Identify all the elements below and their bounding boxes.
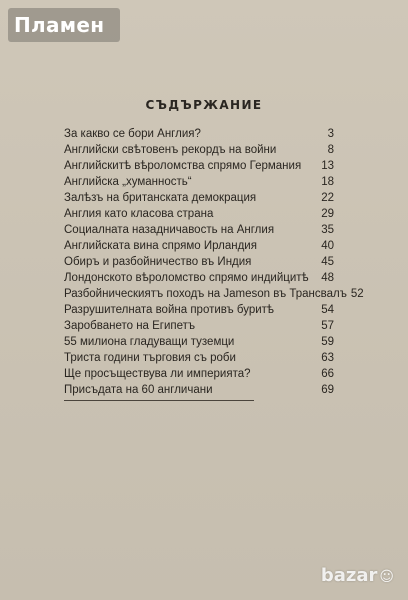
toc-entry bbox=[64, 318, 334, 334]
site-logo bbox=[321, 565, 394, 586]
page-title: СЪДЪРЖАНИЕ bbox=[145, 98, 263, 112]
toc-entry-title: Заробването на Египетъ bbox=[64, 320, 196, 332]
watermark-badge bbox=[8, 8, 120, 42]
toc-entry-page: 13 bbox=[321, 160, 334, 172]
toc-entry-page: 57 bbox=[321, 320, 334, 332]
closing-rule bbox=[64, 400, 254, 401]
toc-entry bbox=[64, 302, 334, 318]
toc-entry bbox=[64, 158, 334, 174]
toc-entry-title: Разбойническиятъ походъ на Jameson въ Трансвалъ bbox=[64, 288, 347, 300]
toc-entry-title: Англия като класова страна bbox=[64, 208, 214, 220]
toc-entry-title: Триста години търговия съ роби bbox=[64, 352, 236, 364]
toc-entry-title: Английски свѣтовенъ рекордъ на войни bbox=[64, 144, 277, 156]
toc-entry bbox=[64, 206, 334, 222]
toc-entry-page: 35 bbox=[321, 224, 334, 236]
toc-entry bbox=[64, 334, 334, 350]
toc-entry-title: Лондонското вѣроломство спрямо индийцитѣ bbox=[64, 272, 309, 284]
person-figure-icon: ☺ bbox=[379, 569, 394, 585]
toc-entry-page: 69 bbox=[321, 384, 334, 396]
toc-entry-page: 8 bbox=[327, 144, 334, 156]
toc-entry bbox=[64, 126, 334, 142]
toc-entry bbox=[64, 350, 334, 366]
toc-entry-title: Ще просъществува ли империята? bbox=[64, 368, 251, 380]
toc-entry-page: 45 bbox=[321, 256, 334, 268]
toc-entry-page: 18 bbox=[321, 176, 334, 188]
toc-entry-page: 54 bbox=[321, 304, 334, 316]
toc-entry-title: За какво се бори Англия? bbox=[64, 128, 201, 140]
toc-entry-page: 48 bbox=[321, 272, 334, 284]
toc-entry-title: Присъдата на 60 англичани bbox=[64, 384, 213, 396]
toc-entry bbox=[64, 142, 334, 158]
toc-entry-title: Английска „хуманность“ bbox=[64, 176, 192, 188]
watermark-text: Пламен bbox=[14, 13, 105, 37]
toc-entry bbox=[64, 382, 334, 398]
toc-entry-title: Социалната назадничавость на Англия bbox=[64, 224, 275, 236]
toc-entry-page: 40 bbox=[321, 240, 334, 252]
toc-entry-title: Английскитѣ вѣроломства спрямо Германия bbox=[64, 160, 302, 172]
toc-entry bbox=[64, 254, 334, 270]
toc-entry-page: 3 bbox=[327, 128, 334, 140]
toc-entry bbox=[64, 270, 334, 286]
table-of-contents bbox=[64, 126, 364, 398]
toc-entry bbox=[64, 366, 334, 382]
toc-entry-title: Разрушителната война противъ буритѣ bbox=[64, 304, 274, 316]
toc-entry bbox=[64, 222, 334, 238]
toc-entry-page: 63 bbox=[321, 352, 334, 364]
toc-entry-title: Обиръ и разбойничество въ Индия bbox=[64, 256, 252, 268]
toc-entry-title: Залѣзъ на британската демокрация bbox=[64, 192, 257, 204]
logo-text: bazar bbox=[320, 565, 378, 586]
toc-entry-page: 52 bbox=[350, 288, 364, 300]
toc-entry-title: Английската вина спрямо Ирландия bbox=[64, 240, 257, 252]
toc-entry-page: 66 bbox=[321, 368, 334, 380]
toc-entry bbox=[64, 286, 364, 302]
toc-entry-page: 22 bbox=[321, 192, 334, 204]
toc-entry bbox=[64, 174, 334, 190]
toc-entry-page: 59 bbox=[321, 336, 334, 348]
toc-entry bbox=[64, 238, 334, 254]
toc-entry-page: 29 bbox=[321, 208, 334, 220]
toc-entry bbox=[64, 190, 334, 206]
toc-entry-title: 55 милиона гладуващи туземци bbox=[64, 336, 235, 348]
